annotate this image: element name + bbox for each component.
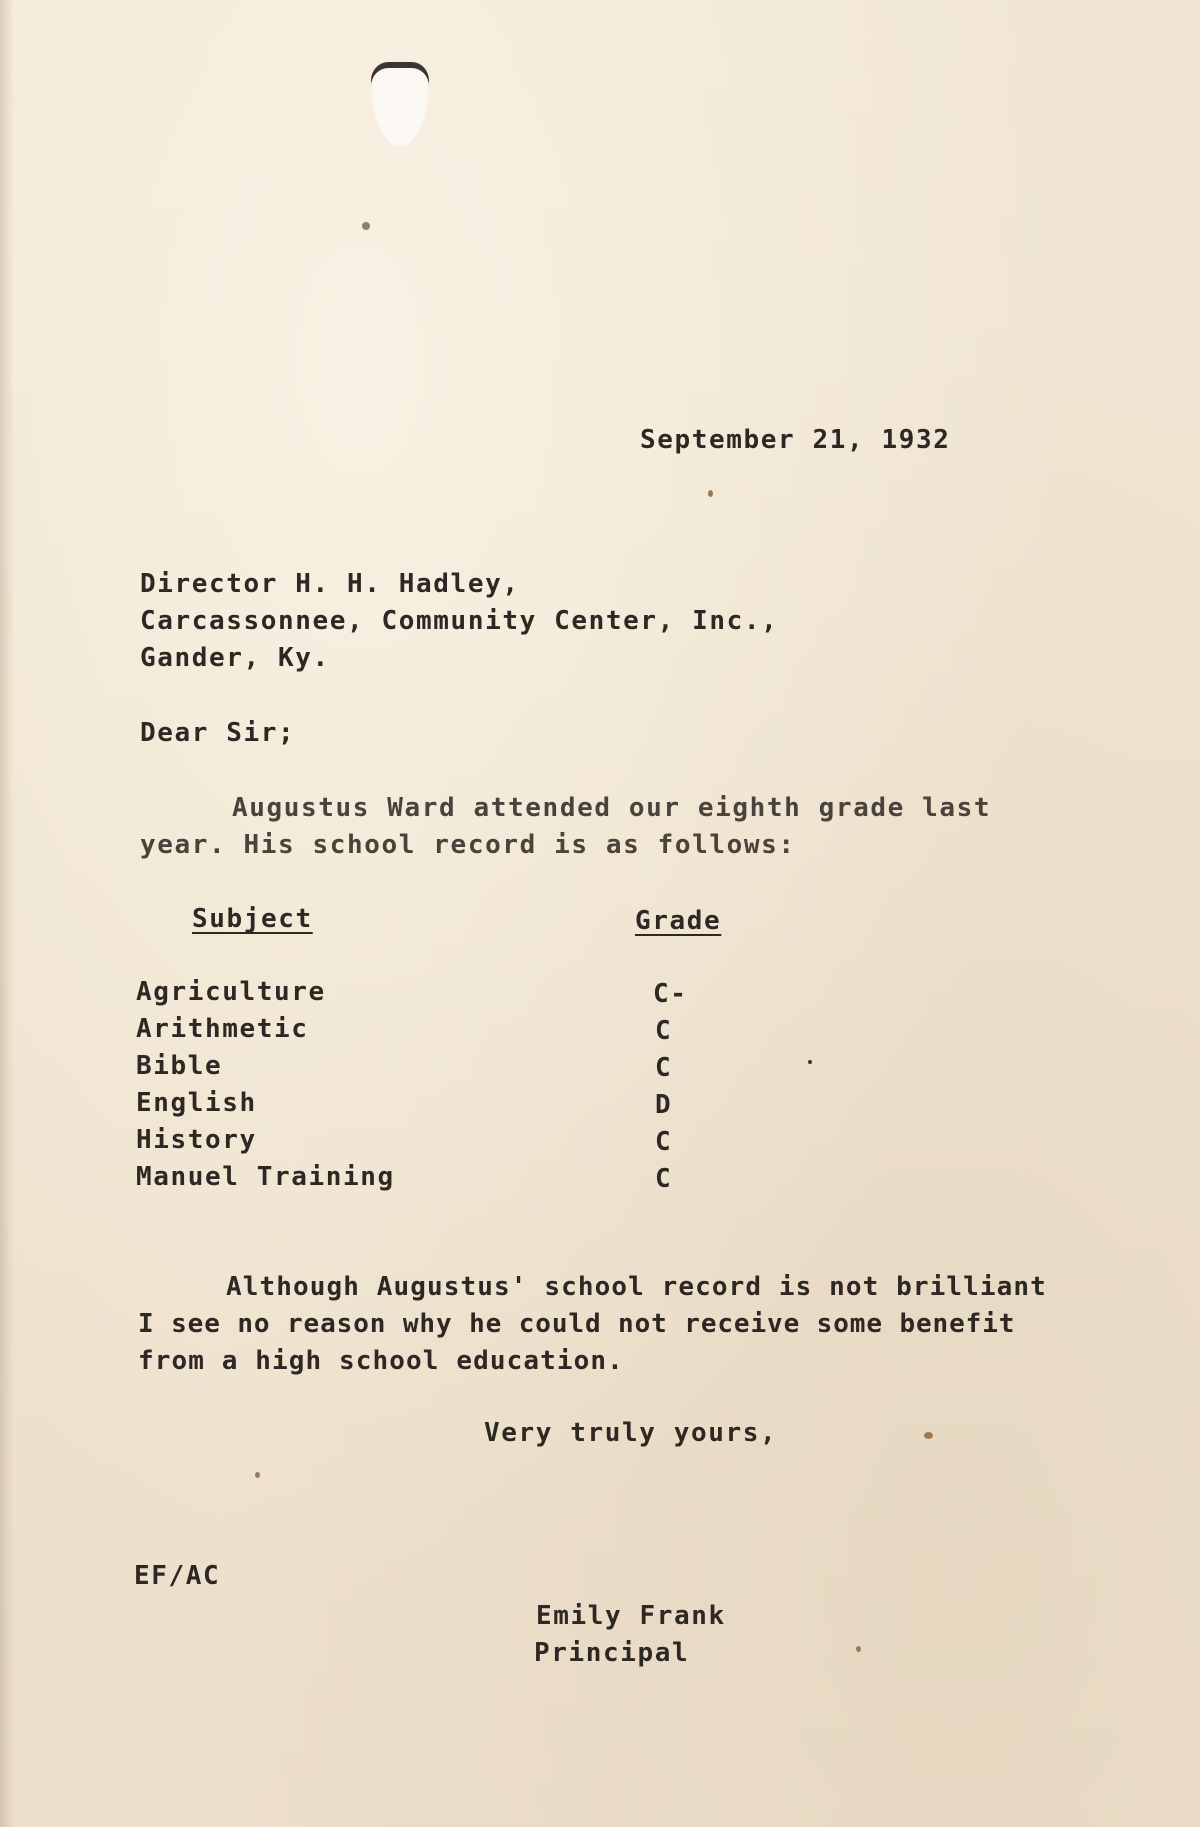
recipient-line-3: Gander, Ky. bbox=[140, 643, 330, 673]
table-row-grade: C bbox=[655, 1016, 673, 1046]
intro-line-1: Augustus Ward attended our eighth grade last bbox=[232, 793, 992, 823]
reference-initials: EF/AC bbox=[134, 1561, 221, 1591]
paper-edge-shadow bbox=[0, 0, 14, 1827]
table-row-grade: C- bbox=[653, 979, 688, 1009]
table-row-grade: C bbox=[655, 1053, 673, 1083]
table-header-subject: Subject bbox=[192, 904, 313, 934]
recipient-line-2: Carcassonnee, Community Center, Inc., bbox=[140, 606, 779, 636]
paper-speck bbox=[856, 1646, 861, 1652]
letter-date: September 21, 1932 bbox=[640, 425, 951, 455]
table-row-subject: Agriculture bbox=[136, 977, 326, 1007]
table-row-grade: C bbox=[655, 1127, 673, 1157]
table-row-grade: D bbox=[655, 1090, 673, 1120]
table-row-grade: C bbox=[655, 1164, 673, 1194]
recipient-line-1: Director H. H. Hadley, bbox=[140, 569, 520, 599]
table-row-subject: Bible bbox=[136, 1051, 223, 1081]
punch-hole bbox=[371, 62, 429, 146]
signer-name: Emily Frank bbox=[536, 1601, 726, 1631]
paper-speck bbox=[708, 490, 713, 497]
paper-speck bbox=[808, 1060, 812, 1064]
table-row-subject: Arithmetic bbox=[136, 1014, 309, 1044]
complimentary-close: Very truly yours, bbox=[484, 1418, 778, 1448]
intro-line-2: year. His school record is as follows: bbox=[140, 830, 796, 860]
paper-speck bbox=[924, 1432, 933, 1439]
table-row-subject: Manuel Training bbox=[136, 1162, 395, 1192]
table-row-subject: History bbox=[136, 1125, 257, 1155]
signer-title: Principal bbox=[534, 1638, 690, 1668]
closing-line-2: I see no reason why he could not receive some benefit bbox=[138, 1309, 1016, 1339]
closing-line-3: from a high school education. bbox=[138, 1346, 624, 1376]
table-header-grade: Grade bbox=[635, 906, 722, 936]
salutation: Dear Sir; bbox=[140, 718, 296, 748]
paper-speck bbox=[255, 1472, 260, 1478]
closing-line-1: Although Augustus' school record is not brilliant bbox=[226, 1272, 1047, 1302]
table-row-subject: English bbox=[136, 1088, 257, 1118]
paper-speck bbox=[362, 222, 370, 230]
